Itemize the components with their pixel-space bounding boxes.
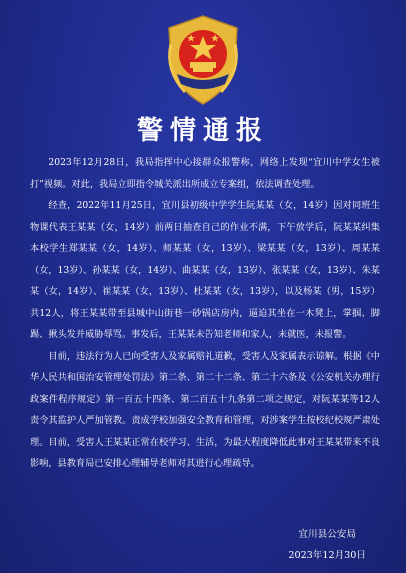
paragraph-handling: 目前，违法行为人已向受害人及家属赔礼道歉，受害人及家属表示谅解。根据《中华人民共和国治安管理处罚法》第二条、第二十二条、第二十六条及《公安机关办理行政案件程序规定》第一百五十四条、第二百五十九条第二项之规定，对阮某某等12人责令其监护人严加管教。责成学校加强安全教育和管理，对涉案学生按校纪校规严肃处理。目前，受害人王某某正常在校学习、生活，为最大程度降低此事对王某某带来不良影响，县教育局已安排心理辅导老师对其进行心理疏导。 (30, 350, 380, 469)
signature-block (288, 524, 366, 566)
police-emblem-icon (163, 14, 243, 106)
paragraph-investigation: 经查，2022年11月25日，宜川县初级中学学生阮某某（女，14岁）因对同班生物课代表王某某（女，14岁）前两日抽查自己的作业不满，下午放学后，阮某某纠集本校学生郑某某（女，14岁）、师某某（女，13岁）、梁某某（女，13岁）、周某某（女，13岁）、孙某某（女，14岁）、曲某某（女，13岁）、张某某（女，13岁）、朱某某（女，14岁）、崔某某（女，13岁）、杜某某（女，13岁），以及杨某（男，15岁）共12人，将王某某带至县城中山街巷一砂锅店房内，逼迫其坐在一木凳上，掌掴、脚踢、揪头发并威胁辱骂。事发后，王某某未告知老师和家人，未就医，未报警。 (30, 200, 380, 340)
notice-title: 警情通报 (136, 116, 269, 146)
notice-body (30, 152, 380, 475)
paragraph-report: 2023年12月28日，我局指挥中心接群众报警称，网络上发现“宜川中学女生被打”视频。对此，我局立即指令城关派出所成立专案组，依法调查处理。 (30, 157, 380, 190)
issue-date: 2023年12月30日 (288, 550, 366, 561)
issuer-name: 宜川县公安局 (298, 529, 356, 540)
